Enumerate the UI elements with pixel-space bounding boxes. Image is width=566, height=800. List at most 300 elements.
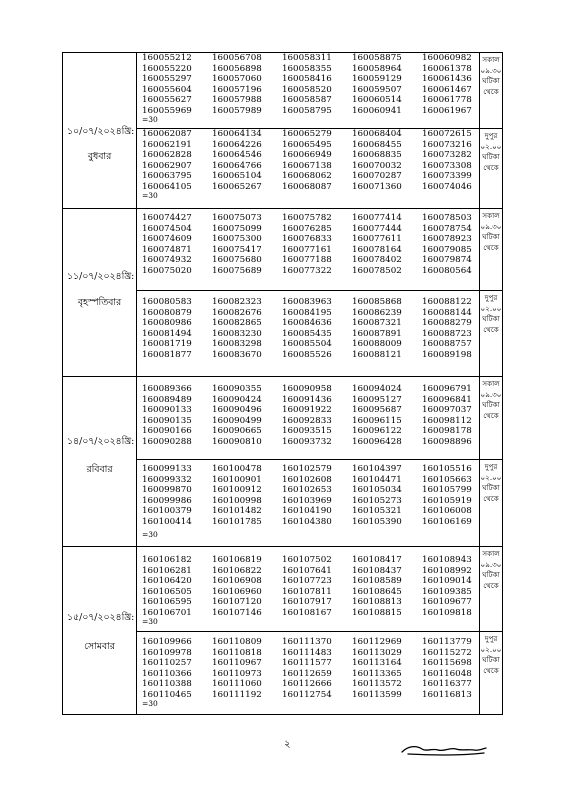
roll-number: 160083298 — [212, 339, 262, 349]
roll-number: 160057196 — [212, 84, 262, 95]
roll-number: 160110257 — [142, 658, 192, 668]
roll-number: 160085504 — [282, 339, 332, 349]
roll-number: 160074871 — [142, 244, 192, 255]
time-line: সকাল — [482, 379, 500, 388]
roll-number: 160106281 — [142, 565, 192, 576]
roll-number: 160060941 — [352, 105, 402, 116]
roll-number: 160109014 — [422, 576, 472, 586]
roll-number: 160077611 — [352, 234, 402, 244]
exam-date: ১০/০৭/২০২৪খ্রি: — [67, 126, 135, 137]
roll-number: 160074504 — [142, 223, 192, 234]
roll-number: 160090288 — [142, 436, 192, 447]
time-line: ০২.০০ — [480, 472, 502, 482]
roll-number: 160110809 — [212, 637, 262, 647]
roll-number: 160062191 — [142, 139, 192, 150]
roll-number: 160100998 — [212, 495, 262, 506]
roll-number: 160062087 — [142, 129, 192, 139]
roll-number: 160078923 — [422, 234, 472, 244]
exam-day: সোমবার — [84, 641, 115, 652]
roll-number: 160109966 — [142, 637, 192, 647]
roll-number: 160057060 — [212, 74, 262, 84]
roll-number: 160100478 — [212, 464, 262, 474]
roll-number: 160113779 — [422, 637, 472, 647]
roll-number: 160078164 — [352, 244, 402, 255]
roll-number: 160075689 — [212, 265, 262, 276]
roll-number: 160106595 — [142, 597, 192, 607]
roll-number: 160068062 — [282, 171, 332, 181]
time-line: ০৯.৩০ — [480, 389, 502, 399]
roll-number: 160095687 — [352, 405, 402, 415]
roll-number: 160090355 — [212, 384, 262, 394]
roll-number: 160108943 — [422, 555, 472, 565]
roll-number: 160076833 — [282, 234, 332, 244]
roll-number: 160068404 — [352, 129, 402, 139]
roll-number: 160065279 — [282, 129, 332, 139]
roll-number: 160105919 — [422, 495, 472, 506]
roll-number: 160108992 — [422, 565, 472, 576]
roll-number-cell — [137, 291, 480, 377]
roll-number: 160110465 — [142, 689, 192, 700]
time-line: ০৯.৩০ — [480, 559, 502, 569]
roll-number: 160107723 — [282, 576, 332, 586]
time-line: ঘটিকা — [482, 76, 500, 85]
time-line: সকাল — [482, 211, 500, 220]
roll-number: 160057989 — [212, 105, 262, 116]
time-line: থেকে — [483, 162, 499, 172]
roll-number: 160064134 — [212, 129, 262, 139]
roll-number-cell — [137, 460, 480, 547]
time-line: ০২.০০ — [480, 644, 502, 654]
time-line: থেকে — [483, 242, 499, 252]
roll-number: 160087321 — [352, 318, 402, 328]
roll-number-grid — [137, 129, 479, 192]
roll-number: 160068835 — [352, 150, 402, 160]
roll-number: 160085868 — [352, 297, 402, 307]
roll-number: 160090810 — [212, 436, 262, 447]
roll-number: 160078754 — [422, 223, 472, 234]
roll-number: 160099332 — [142, 474, 192, 485]
roll-number: 160064226 — [212, 139, 262, 150]
roll-number: 160099986 — [142, 495, 192, 506]
roll-number: 160106182 — [142, 555, 192, 565]
roll-number-cell — [137, 377, 480, 460]
time-line: ০২.০০ — [480, 303, 502, 313]
time-line: দুপুর — [484, 634, 498, 643]
roll-number: 160107120 — [212, 597, 262, 607]
roll-number: 160061467 — [422, 84, 472, 95]
roll-number: 160075300 — [212, 234, 262, 244]
roll-number: 160061967 — [422, 105, 472, 116]
roll-number: 160108645 — [352, 586, 402, 597]
roll-number: 160107641 — [282, 565, 332, 576]
roll-number: 160081877 — [142, 349, 192, 360]
roll-number: 160073216 — [422, 139, 472, 150]
roll-number: 160060514 — [352, 95, 402, 105]
roll-number: 160090135 — [142, 415, 192, 426]
roll-number-cell — [137, 547, 480, 632]
roll-number: 160108813 — [352, 597, 402, 607]
roll-number: 160058875 — [352, 53, 402, 63]
signature — [398, 740, 490, 760]
roll-number: 160077414 — [352, 213, 402, 223]
roll-number: 160073399 — [422, 171, 472, 181]
roll-number: 160096428 — [352, 436, 402, 447]
roll-number: 160096122 — [352, 426, 402, 436]
roll-number: 160113365 — [352, 668, 402, 679]
roll-number: 160087891 — [352, 328, 402, 339]
time-line: থেকে — [483, 665, 499, 675]
roll-number: 160107811 — [282, 586, 332, 597]
roll-number: 160089366 — [142, 384, 192, 394]
roll-number: 160075020 — [142, 265, 192, 276]
roll-number: 160111370 — [282, 637, 332, 647]
exam-date: ১৪/০৭/২০২৪খ্রি: — [67, 436, 135, 447]
roll-number: 160113029 — [352, 647, 402, 658]
roll-number-grid — [137, 460, 479, 527]
roll-number: 160107502 — [282, 555, 332, 565]
roll-number: 160055212 — [142, 53, 192, 63]
roll-number: 160111060 — [212, 679, 262, 689]
roll-number: 160056708 — [212, 53, 262, 63]
roll-number: 160068455 — [352, 139, 402, 150]
roll-number-cell — [137, 632, 480, 715]
roll-number: 160090424 — [212, 394, 262, 405]
roll-number: 160058795 — [282, 105, 332, 116]
roll-number: 160072615 — [422, 129, 472, 139]
time-line: দুপুর — [484, 293, 498, 302]
time-line: দুপুর — [484, 462, 498, 471]
roll-number: 160090496 — [212, 405, 262, 415]
roll-number: 160079874 — [422, 255, 472, 265]
page-number: ২ — [284, 739, 291, 750]
roll-number: 160065495 — [282, 139, 332, 150]
roll-number: 160112754 — [282, 689, 332, 700]
roll-number: 160109385 — [422, 586, 472, 597]
roll-number: 160115272 — [422, 647, 472, 658]
date-cell — [63, 547, 137, 715]
roll-number: 160098896 — [422, 436, 472, 447]
roll-number: 160071360 — [352, 181, 402, 192]
roll-number: 160103969 — [282, 495, 332, 506]
roll-number-grid — [137, 209, 479, 276]
roll-number: 160104190 — [282, 506, 332, 516]
roll-number: 160067138 — [282, 160, 332, 171]
time-line: থেকে — [483, 580, 499, 590]
roll-number: 160110818 — [212, 647, 262, 658]
roll-number: 160105516 — [422, 464, 472, 474]
roll-number: 160080583 — [142, 297, 192, 307]
time-line: ঘটিকা — [482, 570, 500, 579]
time-line: ঘটিকা — [482, 314, 500, 323]
roll-number: 160115698 — [422, 658, 472, 668]
roll-number: 160058311 — [282, 53, 332, 63]
roll-number: 160086239 — [352, 307, 402, 318]
roll-number: 160065104 — [212, 171, 262, 181]
roll-number: 160108589 — [352, 576, 402, 586]
roll-number: 160074609 — [142, 234, 192, 244]
roll-number: 160107146 — [212, 607, 262, 618]
roll-number: 160073282 — [422, 150, 472, 160]
roll-number: 160088121 — [352, 349, 402, 360]
time-line: ০৯.৩০ — [480, 221, 502, 231]
count-label: =30 — [142, 530, 158, 539]
roll-number: 160070287 — [352, 171, 402, 181]
roll-number: 160090665 — [212, 426, 262, 436]
time-line: থেকে — [483, 86, 499, 96]
schedule-row — [63, 209, 503, 291]
roll-number: 160075073 — [212, 213, 262, 223]
roll-number: 160108437 — [352, 565, 402, 576]
roll-number: 160106908 — [212, 576, 262, 586]
roll-number: 160105663 — [422, 474, 472, 485]
roll-number: 160058355 — [282, 63, 332, 74]
roll-number: 160091436 — [282, 394, 332, 405]
roll-number: 160109677 — [422, 597, 472, 607]
roll-number: 160110388 — [142, 679, 192, 689]
roll-number: 160108815 — [352, 607, 402, 618]
roll-number: 160095127 — [352, 394, 402, 405]
roll-number: 160077188 — [282, 255, 332, 265]
roll-number: 160112666 — [282, 679, 332, 689]
roll-number: 160083230 — [212, 328, 262, 339]
time-line: ঘটিকা — [482, 655, 500, 664]
roll-number: 160088009 — [352, 339, 402, 349]
roll-number: 160088279 — [422, 318, 472, 328]
roll-number: 160105034 — [352, 485, 402, 495]
roll-number: 160079085 — [422, 244, 472, 255]
time-line: ঘটিকা — [482, 152, 500, 161]
roll-number: 160111192 — [212, 689, 262, 700]
roll-number: 160106819 — [212, 555, 262, 565]
roll-number: 160100901 — [212, 474, 262, 485]
roll-number: 160082323 — [212, 297, 262, 307]
roll-number: 160107917 — [282, 597, 332, 607]
roll-number: 160106169 — [422, 516, 472, 527]
time-line: থেকে — [483, 493, 499, 503]
roll-number: 160110366 — [142, 668, 192, 679]
roll-number: 160058587 — [282, 95, 332, 105]
roll-number: 160106701 — [142, 607, 192, 618]
roll-number: 160085435 — [282, 328, 332, 339]
roll-number: 160064105 — [142, 181, 192, 192]
roll-number: 160064546 — [212, 150, 262, 160]
count-label: =30 — [142, 115, 158, 124]
roll-number: 160083963 — [282, 297, 332, 307]
roll-number: 160100912 — [212, 485, 262, 495]
exam-date: ১১/০৭/২০২৪খ্রি: — [67, 271, 135, 282]
roll-number: 160075680 — [212, 255, 262, 265]
roll-number: 160056898 — [212, 63, 262, 74]
roll-number: 160113599 — [352, 689, 402, 700]
roll-number: 160055297 — [142, 74, 192, 84]
roll-number: 160057988 — [212, 95, 262, 105]
roll-number: 160088723 — [422, 328, 472, 339]
roll-number: 160084636 — [282, 318, 332, 328]
roll-number: 160059507 — [352, 84, 402, 95]
roll-number: 160065267 — [212, 181, 262, 192]
roll-number: 160062828 — [142, 150, 192, 160]
roll-number: 160073308 — [422, 160, 472, 171]
roll-number: 160077161 — [282, 244, 332, 255]
roll-number: 160109978 — [142, 647, 192, 658]
roll-number: 160108417 — [352, 555, 402, 565]
roll-number: 160085526 — [282, 349, 332, 360]
roll-number: 160106960 — [212, 586, 262, 597]
roll-number: 160070032 — [352, 160, 402, 171]
roll-number: 160082865 — [212, 318, 262, 328]
roll-number: 160063795 — [142, 171, 192, 181]
roll-number: 160088122 — [422, 297, 472, 307]
schedule-row — [63, 377, 503, 460]
exam-day: বুধবার — [87, 151, 112, 162]
roll-number: 160077444 — [352, 223, 402, 234]
roll-number: 160074932 — [142, 255, 192, 265]
roll-number: 160098178 — [422, 426, 472, 436]
schedule-row — [63, 547, 503, 632]
roll-number: 160088757 — [422, 339, 472, 349]
roll-number-cell — [137, 53, 480, 129]
time-line: ঘটিকা — [482, 483, 500, 492]
time-line: সকাল — [482, 549, 500, 558]
roll-number: 160105390 — [352, 516, 402, 527]
roll-number: 160090166 — [142, 426, 192, 436]
roll-number: 160104380 — [282, 516, 332, 527]
roll-number: 160100379 — [142, 506, 192, 516]
roll-number: 160061778 — [422, 95, 472, 105]
exam-date: ১৫/০৭/২০২৪খ্রি: — [67, 612, 135, 623]
exam-day: রবিবার — [86, 464, 113, 475]
roll-number: 160116377 — [422, 679, 472, 689]
roll-number: 160100414 — [142, 516, 192, 527]
roll-number: 160105273 — [352, 495, 402, 506]
roll-number: 160055604 — [142, 84, 192, 95]
exam-day: বৃহস্পতিবার — [77, 297, 122, 308]
roll-number: 160080564 — [422, 265, 472, 276]
date-cell — [63, 53, 137, 209]
roll-number: 160110967 — [212, 658, 262, 668]
time-line: ০২.০০ — [480, 141, 502, 151]
roll-number: 160059129 — [352, 74, 402, 84]
roll-number: 160074046 — [422, 181, 472, 192]
roll-number: 160094024 — [352, 384, 402, 394]
roll-number: 160112969 — [352, 637, 402, 647]
count-label: =30 — [142, 617, 158, 626]
roll-number: 160061378 — [422, 63, 472, 74]
roll-number: 160074427 — [142, 213, 192, 223]
roll-number: 160106822 — [212, 565, 262, 576]
count-label: =30 — [142, 191, 158, 200]
date-cell — [63, 377, 137, 547]
roll-number: 160092833 — [282, 415, 332, 426]
roll-number: 160106505 — [142, 586, 192, 597]
roll-number: 160080879 — [142, 307, 192, 318]
roll-number: 160096841 — [422, 394, 472, 405]
roll-number: 160089198 — [422, 349, 472, 360]
roll-number-grid — [137, 377, 479, 447]
roll-number: 160102608 — [282, 474, 332, 485]
roll-number: 160112659 — [282, 668, 332, 679]
roll-number: 160076285 — [282, 223, 332, 234]
roll-number: 160110973 — [212, 668, 262, 679]
roll-number: 160075782 — [282, 213, 332, 223]
roll-number: 160075417 — [212, 244, 262, 255]
roll-number: 160064766 — [212, 160, 262, 171]
roll-number: 160096791 — [422, 384, 472, 394]
roll-number: 160098112 — [422, 415, 472, 426]
roll-number: 160105321 — [352, 506, 402, 516]
roll-number: 160089489 — [142, 394, 192, 405]
time-line: ঘটিকা — [482, 400, 500, 409]
roll-number: 160082676 — [212, 307, 262, 318]
roll-number: 160111483 — [282, 647, 332, 658]
roll-number: 160091922 — [282, 405, 332, 415]
roll-number: 160078402 — [352, 255, 402, 265]
roll-number: 160093732 — [282, 436, 332, 447]
roll-number: 160078502 — [352, 265, 402, 276]
roll-number: 160113572 — [352, 679, 402, 689]
roll-number: 160104471 — [352, 474, 402, 485]
roll-number: 160058964 — [352, 63, 402, 74]
roll-number: 160075099 — [212, 223, 262, 234]
exam-schedule-table — [62, 52, 503, 715]
time-line: থেকে — [483, 324, 499, 334]
roll-number: 160068087 — [282, 181, 332, 192]
roll-number: 160081494 — [142, 328, 192, 339]
roll-number: 160104397 — [352, 464, 402, 474]
roll-number: 160093515 — [282, 426, 332, 436]
roll-number: 160058416 — [282, 74, 332, 84]
roll-number: 160055627 — [142, 95, 192, 105]
roll-number: 160116813 — [422, 689, 472, 700]
roll-number: 160066949 — [282, 150, 332, 160]
roll-number: 160058520 — [282, 84, 332, 95]
roll-number: 160105799 — [422, 485, 472, 495]
roll-number: 160099133 — [142, 464, 192, 474]
roll-number: 160099870 — [142, 485, 192, 495]
roll-number-grid — [137, 632, 479, 700]
count-label: =30 — [142, 699, 158, 708]
roll-number: 160055969 — [142, 105, 192, 116]
roll-number-cell — [137, 209, 480, 291]
roll-number: 160101785 — [212, 516, 262, 527]
roll-number: 160080986 — [142, 318, 192, 328]
roll-number: 160088144 — [422, 307, 472, 318]
roll-number: 160055220 — [142, 63, 192, 74]
roll-number: 160081719 — [142, 339, 192, 349]
roll-number: 160116048 — [422, 668, 472, 679]
roll-number: 160083670 — [212, 349, 262, 360]
roll-number: 160113164 — [352, 658, 402, 668]
roll-number: 160111577 — [282, 658, 332, 668]
roll-number: 160090958 — [282, 384, 332, 394]
roll-number-grid — [137, 547, 479, 618]
roll-number: 160090499 — [212, 415, 262, 426]
roll-number: 160106008 — [422, 506, 472, 516]
roll-number: 160084195 — [282, 307, 332, 318]
roll-number: 160077322 — [282, 265, 332, 276]
time-line: থেকে — [483, 410, 499, 420]
roll-number: 160090133 — [142, 405, 192, 415]
time-line: সকাল — [482, 55, 500, 64]
schedule-row — [63, 53, 503, 129]
time-line: দুপুর — [484, 131, 498, 140]
roll-number: 160109818 — [422, 607, 472, 618]
roll-number: 160101482 — [212, 506, 262, 516]
roll-number: 160078503 — [422, 213, 472, 223]
date-cell — [63, 209, 137, 377]
roll-number: 160061436 — [422, 74, 472, 84]
roll-number-grid — [137, 53, 479, 116]
